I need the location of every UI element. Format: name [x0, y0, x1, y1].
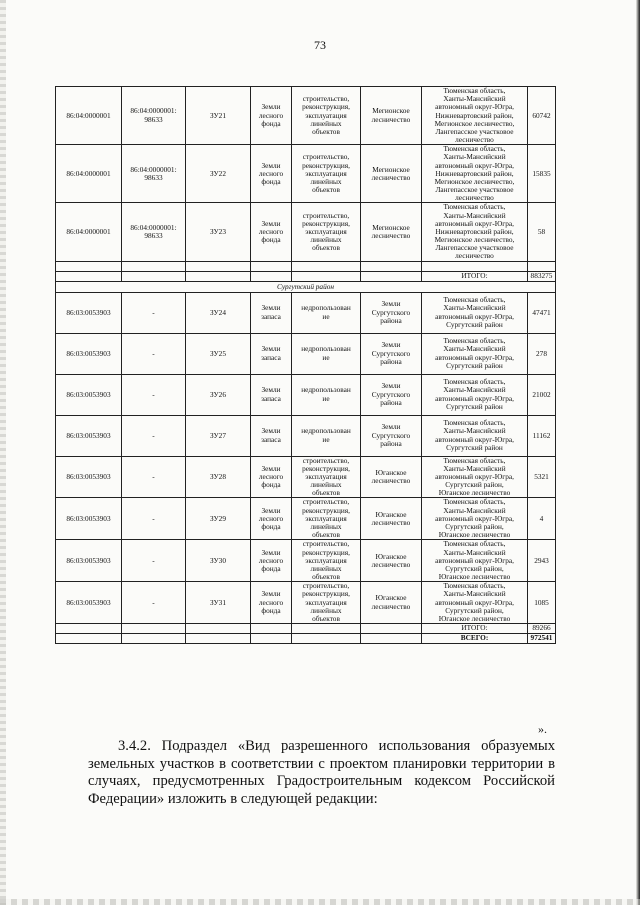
- cell-permitted-use: строительство, реконструкция, эксплуатация линейных объектов: [292, 145, 361, 203]
- cell-location: Тюменская область, Ханты-Мансийский автономный округ-Югра, Сургутский район, Юганское лесничество: [422, 582, 528, 624]
- cell-parcel-number: -: [122, 498, 186, 540]
- table-row: [56, 87, 556, 145]
- table-total-row: [56, 624, 556, 634]
- cell-forestry: Мегионское лесничество: [361, 203, 422, 261]
- cell-cadastral-number: 86:03:0053903: [56, 415, 122, 456]
- cell-cadastral-number: 86:03:0053903: [56, 540, 122, 582]
- cell-parcel-number: -: [122, 456, 186, 498]
- cell-land-category: Земли лесного фонда: [251, 540, 292, 582]
- cell-permitted-use: строительство, реконструкция, эксплуатация линейных объектов: [292, 540, 361, 582]
- cell-cadastral-number: 86:03:0053903: [56, 498, 122, 540]
- cell-permitted-use: недропользован ие: [292, 374, 361, 415]
- section-header-label: Сургутский район: [56, 281, 556, 292]
- table-row: [56, 145, 556, 203]
- cell-forestry: Юганское лесничество: [361, 456, 422, 498]
- land-parcels-table: [55, 86, 556, 644]
- cell-cadastral-number: 86:03:0053903: [56, 292, 122, 333]
- cell-parcel-number: -: [122, 415, 186, 456]
- cell-land-category: Земли лесного фонда: [251, 203, 292, 261]
- page-number: 73: [314, 38, 326, 52]
- cell-permitted-use: недропользован ие: [292, 333, 361, 374]
- closing-quote-mark: ».: [538, 722, 547, 736]
- table-grand-total-row: [56, 634, 556, 644]
- cell-land-category: Земли лесного фонда: [251, 145, 292, 203]
- grand-total-label: ВСЕГО:: [422, 634, 528, 644]
- cell-forestry: Земли Сургутского района: [361, 333, 422, 374]
- table-row: [56, 582, 556, 624]
- cell-area: 58: [528, 203, 556, 261]
- cell-location: Тюменская область, Ханты-Мансийский автономный округ-Югра, Нижневартовский район, Мегионское лесничество, Лангепасское участковое лесничество: [422, 145, 528, 203]
- cell-forestry: Мегионское лесничество: [361, 87, 422, 145]
- scan-edge-right: [636, 0, 640, 905]
- subtotal-label: ИТОГО:: [422, 271, 528, 281]
- cell-area: 47471: [528, 292, 556, 333]
- cell-permitted-use: строительство, реконструкция, эксплуатация линейных объектов: [292, 498, 361, 540]
- cell-cadastral-number: 86:03:0053903: [56, 374, 122, 415]
- cell-area: 60742: [528, 87, 556, 145]
- cell-cadastral-number: 86:03:0053903: [56, 333, 122, 374]
- cell-cadastral-number: 86:04:0000001: [56, 145, 122, 203]
- cell-parcel-number: 86:04:0000001: 98633: [122, 87, 186, 145]
- cell-forestry: Юганское лесничество: [361, 540, 422, 582]
- cell-location: Тюменская область, Ханты-Мансийский автономный округ-Югра, Сургутский район, Юганское лесничество: [422, 456, 528, 498]
- cell-parcel-id: ЗУ24: [186, 292, 251, 333]
- cell-location: Тюменская область, Ханты-Мансийский автономный округ-Югра, Сургутский район, Юганское лесничество: [422, 540, 528, 582]
- cell-parcel-number: -: [122, 582, 186, 624]
- cell-land-category: Земли лесного фонда: [251, 87, 292, 145]
- table-blank-row: [56, 261, 556, 271]
- table-row: [56, 415, 556, 456]
- cell-parcel-id: ЗУ28: [186, 456, 251, 498]
- cell-permitted-use: строительство, реконструкция, эксплуатация линейных объектов: [292, 456, 361, 498]
- cell-permitted-use: недропользован ие: [292, 415, 361, 456]
- subtotal-value: 883275: [528, 271, 556, 281]
- cell-location: Тюменская область, Ханты-Мансийский автономный округ-Югра, Сургутский район: [422, 374, 528, 415]
- table-row: [56, 203, 556, 261]
- cell-location: Тюменская область, Ханты-Мансийский автономный округ-Югра, Нижневартовский район, Мегионское лесничество, Лангепасское участковое лесничество: [422, 203, 528, 261]
- table-totals-bottom: [56, 624, 556, 644]
- cell-area: 15835: [528, 145, 556, 203]
- cell-parcel-id: ЗУ21: [186, 87, 251, 145]
- table-row: [56, 333, 556, 374]
- cell-parcel-id: ЗУ31: [186, 582, 251, 624]
- table-body-bottom: [56, 292, 556, 623]
- table-subtotal-top: [56, 261, 556, 292]
- cell-area: 11162: [528, 415, 556, 456]
- scan-edge-left: [0, 0, 6, 905]
- cell-parcel-id: ЗУ27: [186, 415, 251, 456]
- cell-forestry: Юганское лесничество: [361, 582, 422, 624]
- table-row: [56, 498, 556, 540]
- cell-permitted-use: строительство, реконструкция, эксплуатация линейных объектов: [292, 203, 361, 261]
- cell-parcel-id: ЗУ22: [186, 145, 251, 203]
- cell-cadastral-number: 86:04:0000001: [56, 203, 122, 261]
- cell-land-category: Земли запаса: [251, 292, 292, 333]
- cell-land-category: Земли лесного фонда: [251, 456, 292, 498]
- cell-permitted-use: недропользован ие: [292, 292, 361, 333]
- cell-permitted-use: строительство, реконструкция, эксплуатация линейных объектов: [292, 582, 361, 624]
- cell-parcel-number: -: [122, 540, 186, 582]
- cell-parcel-number: -: [122, 333, 186, 374]
- cell-permitted-use: строительство, реконструкция, эксплуатация линейных объектов: [292, 87, 361, 145]
- table-row: [56, 540, 556, 582]
- cell-parcel-id: ЗУ23: [186, 203, 251, 261]
- cell-cadastral-number: 86:04:0000001: [56, 87, 122, 145]
- subtotal-value: 89266: [528, 624, 556, 634]
- cell-land-category: Земли запаса: [251, 415, 292, 456]
- cell-location: Тюменская область, Ханты-Мансийский автономный округ-Югра, Сургутский район: [422, 333, 528, 374]
- cell-parcel-number: 86:04:0000001: 98633: [122, 203, 186, 261]
- cell-area: 278: [528, 333, 556, 374]
- cell-forestry: Юганское лесничество: [361, 498, 422, 540]
- cell-area: 5321: [528, 456, 556, 498]
- cell-cadastral-number: 86:03:0053903: [56, 456, 122, 498]
- subtotal-label: ИТОГО:: [422, 624, 528, 634]
- table-row: [56, 374, 556, 415]
- table-row: [56, 292, 556, 333]
- cell-land-category: Земли запаса: [251, 333, 292, 374]
- cell-area: 4: [528, 498, 556, 540]
- cell-parcel-id: ЗУ29: [186, 498, 251, 540]
- cell-location: Тюменская область, Ханты-Мансийский автономный округ-Югра, Сургутский район: [422, 292, 528, 333]
- cell-forestry: Мегионское лесничество: [361, 145, 422, 203]
- cell-area: 2943: [528, 540, 556, 582]
- section-header-row: [56, 281, 556, 292]
- cell-location: Тюменская область, Ханты-Мансийский автономный округ-Югра, Нижневартовский район, Мегионское лесничество, Лангепасское участковое лесничество: [422, 87, 528, 145]
- cell-land-category: Земли запаса: [251, 374, 292, 415]
- cell-forestry: Земли Сургутского района: [361, 415, 422, 456]
- cell-parcel-id: ЗУ26: [186, 374, 251, 415]
- cell-parcel-id: ЗУ25: [186, 333, 251, 374]
- cell-parcel-number: 86:04:0000001: 98633: [122, 145, 186, 203]
- cell-location: Тюменская область, Ханты-Мансийский автономный округ-Югра, Сургутский район, Юганское лесничество: [422, 498, 528, 540]
- cell-area: 21002: [528, 374, 556, 415]
- cell-parcel-number: -: [122, 374, 186, 415]
- scan-edge-bottom: [0, 899, 640, 905]
- cell-location: Тюменская область, Ханты-Мансийский автономный округ-Югра, Сургутский район: [422, 415, 528, 456]
- cell-forestry: Земли Сургутского района: [361, 374, 422, 415]
- cell-parcel-id: ЗУ30: [186, 540, 251, 582]
- cell-forestry: Земли Сургутского района: [361, 292, 422, 333]
- cell-area: 1085: [528, 582, 556, 624]
- table-total-row: [56, 271, 556, 281]
- cell-cadastral-number: 86:03:0053903: [56, 582, 122, 624]
- cell-land-category: Земли лесного фонда: [251, 582, 292, 624]
- amendment-paragraph: 3.4.2. Подраздел «Вид разрешенного использования образуемых земельных участков в соответствии с проектом планировки территории в случаях, предусмотренных Градостроительным кодексом Российской Федерации» изложить в следующей редакции:: [88, 738, 555, 807]
- table-row: [56, 456, 556, 498]
- grand-total-value: 972541: [528, 634, 556, 644]
- cell-parcel-number: -: [122, 292, 186, 333]
- cell-land-category: Земли лесного фонда: [251, 498, 292, 540]
- table-body-top: [56, 87, 556, 262]
